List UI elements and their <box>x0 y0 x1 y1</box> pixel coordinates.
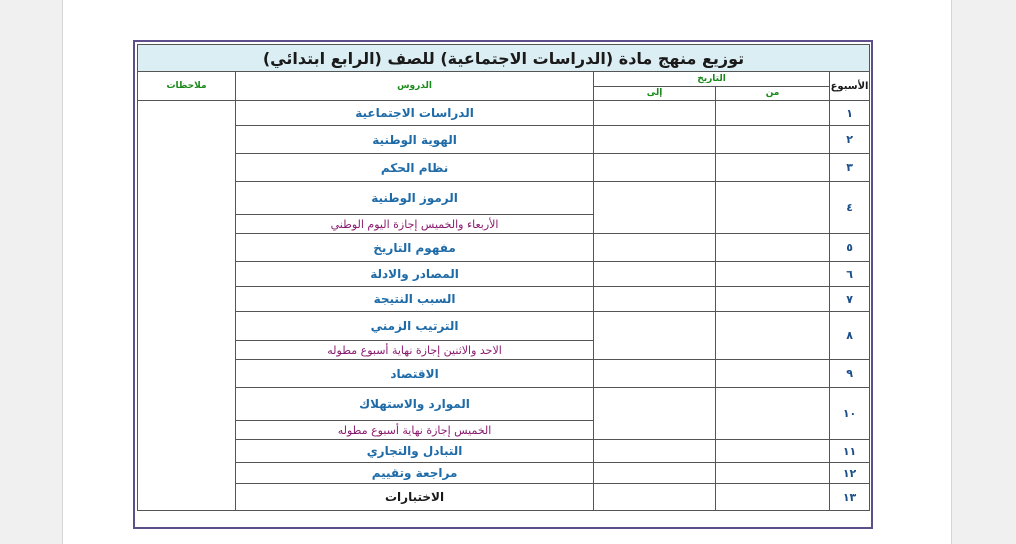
week-number: ١١ <box>830 440 870 463</box>
date-to-cell <box>594 101 716 126</box>
lesson-cell: الموارد والاستهلاك <box>236 388 594 421</box>
date-from-cell <box>716 126 830 154</box>
week-number: ٩ <box>830 360 870 388</box>
week-number: ١٠ <box>830 388 870 440</box>
document-page <box>62 0 952 544</box>
lesson-cell: مفهوم التاريخ <box>236 234 594 262</box>
lesson-cell: نظام الحكم <box>236 154 594 182</box>
schedule-frame <box>133 40 873 529</box>
table-title <box>138 45 870 72</box>
date-to-cell <box>594 388 716 440</box>
week-number: ٧ <box>830 287 870 312</box>
curriculum-table <box>137 44 870 511</box>
header-date: التاريخ <box>594 72 830 87</box>
title-line: توزيع منهج مادة (الدراسات الاجتماعية) للصف (الرابع ابتدائي) <box>262 48 745 68</box>
date-from-cell <box>716 484 830 511</box>
date-from-cell <box>716 182 830 234</box>
date-to-cell <box>594 234 716 262</box>
lesson-cell: الرموز الوطنية <box>236 182 594 215</box>
header-week: الأسبوع <box>830 72 870 101</box>
lesson-cell: مراجعة وتقييم <box>236 463 594 484</box>
header-notes: ملاحظات <box>138 72 236 101</box>
date-to-cell <box>594 262 716 287</box>
week-number: ٨ <box>830 312 870 360</box>
date-to-cell <box>594 182 716 234</box>
week-number: ١٣ <box>830 484 870 511</box>
date-from-cell <box>716 154 830 182</box>
week-number: ١٢ <box>830 463 870 484</box>
date-from-cell <box>716 360 830 388</box>
week-number: ٢ <box>830 126 870 154</box>
week-number: ٦ <box>830 262 870 287</box>
lesson-cell: الهوية الوطنية <box>236 126 594 154</box>
lesson-cell-exams: الاختبارات <box>236 484 594 511</box>
lesson-note: الأربعاء والخميس إجازة اليوم الوطني <box>236 215 594 234</box>
header-from: من <box>716 86 830 101</box>
date-to-cell <box>594 360 716 388</box>
date-to-cell <box>594 287 716 312</box>
date-from-cell <box>716 101 830 126</box>
date-to-cell <box>594 154 716 182</box>
lesson-note: الخميس إجازة نهاية أسبوع مطوله <box>236 421 594 440</box>
week-number: ١ <box>830 101 870 126</box>
lesson-note: الاحد والاثنين إجازة نهاية أسبوع مطوله <box>236 341 594 360</box>
date-from-cell <box>716 262 830 287</box>
date-to-cell <box>594 440 716 463</box>
date-from-cell <box>716 287 830 312</box>
date-to-cell <box>594 126 716 154</box>
lesson-cell: المصادر والادلة <box>236 262 594 287</box>
date-from-cell <box>716 388 830 440</box>
lesson-cell: الدراسات الاجتماعية <box>236 101 594 126</box>
lesson-cell: الترتيب الزمني <box>236 312 594 341</box>
date-to-cell <box>594 463 716 484</box>
header-lessons: الدروس <box>236 72 594 101</box>
week-number: ٣ <box>830 154 870 182</box>
week-number: ٤ <box>830 182 870 234</box>
date-from-cell <box>716 312 830 360</box>
week-number: ٥ <box>830 234 870 262</box>
date-to-cell <box>594 484 716 511</box>
date-to-cell <box>594 312 716 360</box>
lesson-cell: التبادل والتجاري <box>236 440 594 463</box>
notes-cell <box>138 101 236 511</box>
date-from-cell <box>716 234 830 262</box>
header-to: إلى <box>594 86 716 101</box>
lesson-cell: السبب النتيجة <box>236 287 594 312</box>
date-from-cell <box>716 463 830 484</box>
date-from-cell <box>716 440 830 463</box>
lesson-cell: الاقتصاد <box>236 360 594 388</box>
